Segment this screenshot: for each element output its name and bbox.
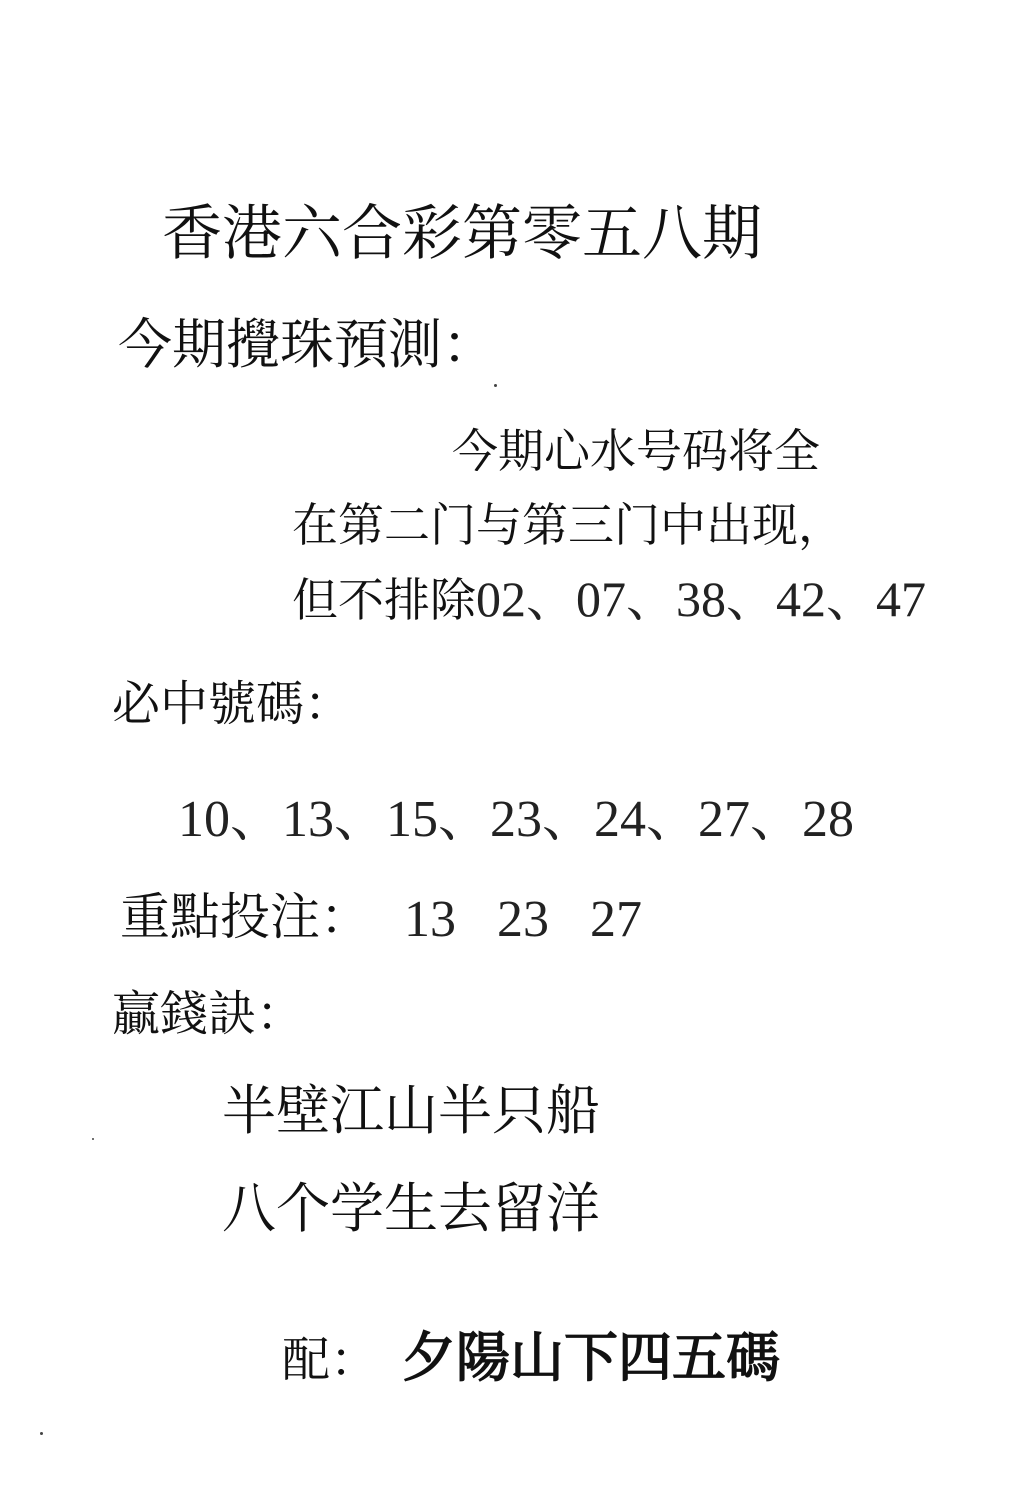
predict-heading: 今期攪珠預測： xyxy=(118,313,496,376)
win-heading: 贏錢訣： xyxy=(112,986,305,1042)
focus-row xyxy=(120,888,370,946)
must-numbers: 10、13、15、23、24、27、28 xyxy=(178,791,855,848)
scan-speck xyxy=(92,1138,94,1140)
scan-speck xyxy=(40,1432,43,1435)
pair-phrase: 夕陽山下四五碼 xyxy=(402,1325,781,1389)
predict-line-1: 今期心水号码将全 xyxy=(452,424,820,478)
predict-line-2: 在第二门与第三门中出现， xyxy=(292,498,844,552)
predict-line-3-text: 但不排除 xyxy=(292,573,476,627)
pair-row xyxy=(282,1325,781,1389)
predict-exclusion-numbers: 02、07、38、42、47 xyxy=(476,571,926,627)
scan-speck xyxy=(494,384,497,387)
page-title: 香港六合彩第零五八期 xyxy=(162,199,762,269)
focus-numbers: 13 23 27 xyxy=(404,891,642,948)
pair-label: 配： xyxy=(282,1332,379,1388)
predict-line-3 xyxy=(292,571,926,627)
poem-line-2: 八个学生去留洋 xyxy=(222,1177,600,1240)
must-heading: 必中號碼： xyxy=(112,676,353,732)
focus-heading: 重點投注： xyxy=(120,888,370,946)
poem-line-1: 半壁江山半只船 xyxy=(222,1079,600,1142)
